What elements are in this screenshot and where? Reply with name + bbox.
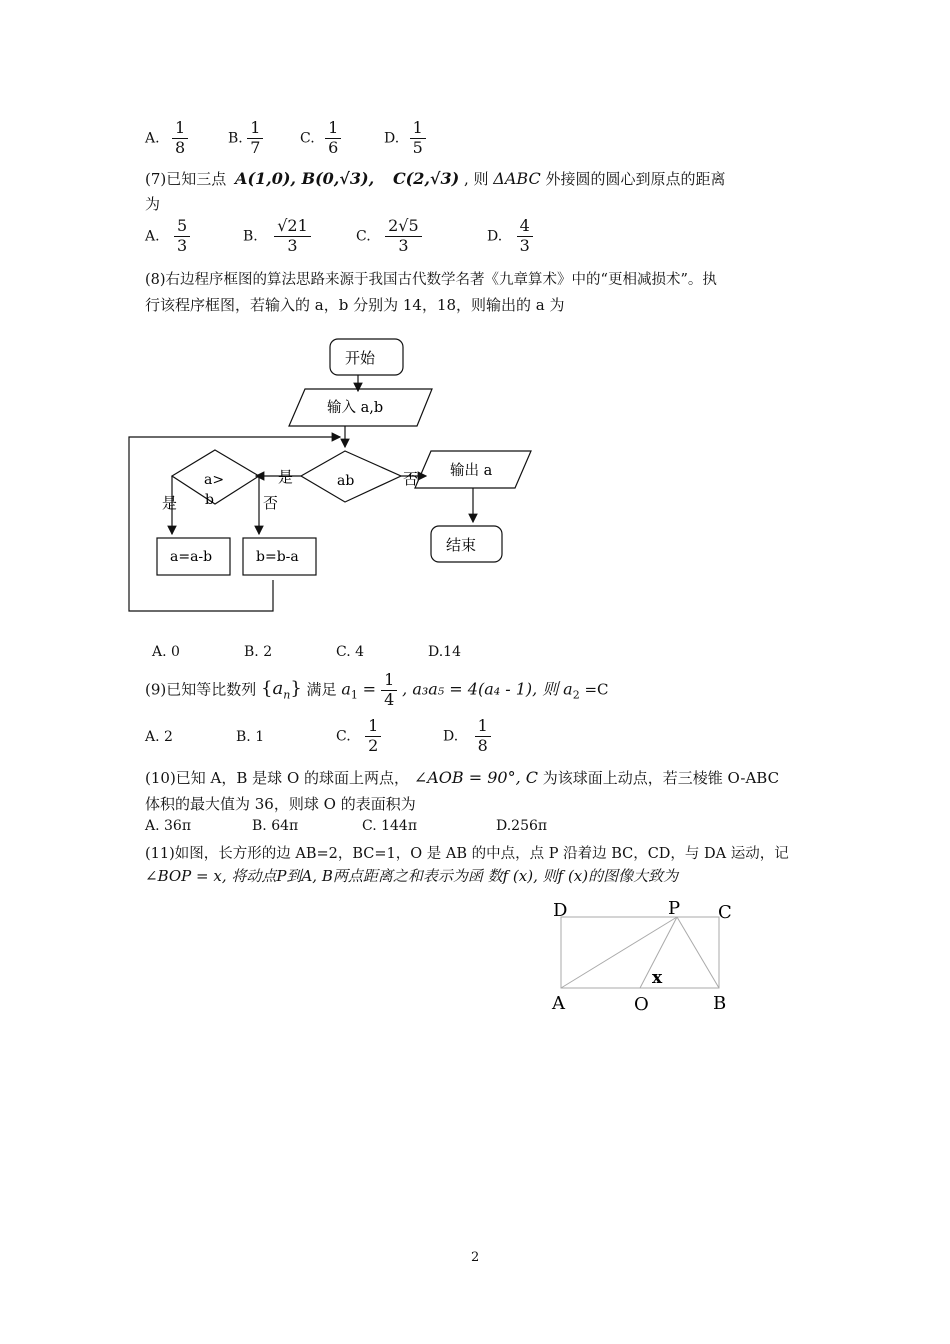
q6-option-b-label: B. bbox=[228, 130, 243, 147]
flow-output-label: 输出 a bbox=[450, 463, 493, 479]
q6-d-den: 5 bbox=[412, 137, 423, 157]
q8-stem-line1: (8)右边程序框图的算法思路来源于我国古代数学名著《九章算术》中的“更相减损术”。执 bbox=[145, 272, 717, 288]
q9-a1: a bbox=[341, 679, 351, 699]
q6-option-b bbox=[228, 120, 263, 157]
q7-c-den: 3 bbox=[398, 235, 409, 255]
q7-c-num: 2√5 bbox=[385, 218, 422, 237]
q6-option-c-label: C. bbox=[300, 130, 315, 147]
q6-option-d-fraction bbox=[410, 120, 426, 157]
q7-text-end: 外接圆的圆心到原点的距离 bbox=[545, 170, 726, 188]
q9-c-den: 2 bbox=[368, 735, 379, 755]
q9-option-d bbox=[443, 718, 491, 755]
label-d: D bbox=[553, 900, 568, 921]
q10-stem-line2: 体积的最大值为 36，则球 O 的表面积为 bbox=[145, 795, 416, 813]
rectangle-abcd bbox=[561, 917, 719, 988]
q11-stem-line1: (11)如图，长方形的边 AB=2，BC=1，O 是 AB 的中点，点 P 沿着边 BC，CD，与 DA 运动，记 bbox=[145, 846, 789, 862]
q9-d-den: 8 bbox=[477, 735, 488, 755]
q6-option-c bbox=[300, 120, 341, 157]
q9-a1-sub: 1 bbox=[350, 688, 358, 702]
q9-option-c bbox=[336, 718, 381, 755]
q6-option-a-label: A. bbox=[145, 130, 160, 147]
q6-option-a-fraction bbox=[172, 120, 188, 157]
flow-no-main: 否 bbox=[403, 470, 419, 488]
q7-option-d-label: D. bbox=[487, 228, 503, 245]
q7-option-b-label: B. bbox=[243, 228, 258, 245]
q7-option-c bbox=[356, 218, 422, 255]
q9-fraction bbox=[381, 672, 397, 709]
q7-stem-line2: 为 bbox=[145, 195, 161, 213]
q9-option-b: B. 1 bbox=[236, 729, 265, 745]
q9-a2: a bbox=[563, 679, 573, 699]
q9-tail: =C bbox=[584, 680, 609, 699]
flow-start-label: 开始 bbox=[345, 349, 376, 367]
q6-a-num: 1 bbox=[172, 120, 188, 139]
q7-d-den: 3 bbox=[519, 235, 530, 255]
q7-point-c: C(2,√3) bbox=[392, 169, 460, 188]
flow-box-left-label: a=a-b bbox=[170, 549, 213, 565]
q6-c-den: 6 bbox=[328, 137, 339, 157]
q7-option-b-fraction bbox=[274, 218, 311, 255]
q8-option-b: B. 2 bbox=[244, 644, 273, 660]
q10-option-a: A. 36π bbox=[145, 818, 192, 834]
q9-d-num: 1 bbox=[475, 718, 491, 737]
page-number: 2 bbox=[471, 1250, 480, 1265]
q7-option-d bbox=[487, 218, 533, 255]
q6-option-a bbox=[145, 120, 188, 157]
flow-loop-line bbox=[129, 437, 340, 611]
label-c: C bbox=[718, 902, 732, 923]
q7-triangle: ΔABC bbox=[493, 169, 541, 188]
flow-yes-main: 是 bbox=[278, 468, 294, 486]
q10-line1-a: (10)已知 A，B 是球 O 的球面上两点， bbox=[145, 769, 410, 787]
q7-option-a-label: A. bbox=[145, 228, 160, 245]
q10-option-d: D.256π bbox=[496, 818, 548, 834]
label-b: B bbox=[713, 993, 727, 1014]
q6-d-num: 1 bbox=[410, 120, 426, 139]
q8-option-c: C. 4 bbox=[336, 644, 365, 660]
q8-option-a: A. 0 bbox=[152, 644, 180, 660]
q10-line1-b: 为该球面上动点，若三棱锥 O-ABC bbox=[542, 769, 780, 787]
q9-stem bbox=[145, 672, 609, 709]
q10-option-b: B. 64π bbox=[252, 818, 299, 834]
q6-option-c-fraction bbox=[325, 120, 341, 157]
flow-no-inner: 否 bbox=[263, 494, 279, 512]
q9-seq-sub: n bbox=[283, 688, 291, 702]
q8-stem-line2: 行该程序框图，若输入的 a，b 分别为 14，18，则输出的 a 为 bbox=[145, 296, 565, 314]
q7-option-b bbox=[243, 218, 311, 255]
flow-main-cond: ab bbox=[337, 473, 355, 489]
q7-points: A(1,0), B(0,√3), bbox=[235, 169, 375, 188]
q10-line1-math: ∠AOB = 90°, C bbox=[413, 768, 538, 787]
q9-seq-a: a bbox=[272, 678, 284, 700]
q9-eq: = bbox=[362, 679, 382, 699]
q10-option-c: C. 144π bbox=[362, 818, 418, 834]
q6-a-den: 8 bbox=[175, 137, 186, 157]
flow-input-label: 输入 a,b bbox=[327, 400, 384, 416]
q8-option-d: D.14 bbox=[428, 644, 461, 660]
q9-frac-den: 4 bbox=[384, 689, 395, 709]
q7-option-c-label: C. bbox=[356, 228, 371, 245]
q7-a-den: 3 bbox=[177, 235, 188, 255]
q7-option-d-fraction bbox=[517, 218, 533, 255]
q7-option-c-fraction bbox=[385, 218, 422, 255]
q9-rest: , a₃a₅ = 4(a₄ - 1), 则 bbox=[402, 679, 559, 699]
label-o: O bbox=[634, 994, 649, 1015]
q9-option-c-label: C. bbox=[336, 728, 351, 745]
q9-option-c-fraction bbox=[365, 718, 381, 755]
q7-d-num: 4 bbox=[517, 218, 533, 237]
q9-option-d-fraction bbox=[475, 718, 491, 755]
q9-a2-sub: 2 bbox=[572, 688, 580, 702]
label-a: A bbox=[552, 993, 565, 1014]
q7-option-a-fraction bbox=[174, 218, 190, 255]
q6-b-num: 1 bbox=[247, 120, 263, 139]
q9-c-num: 1 bbox=[365, 718, 381, 737]
flow-yes-inner: 是 bbox=[162, 494, 178, 512]
q11-stem-line2: ∠BOP = x, 将动点P到A, B两点距离之和表示为函 数f (x), 则f (x)的图像大致为 bbox=[145, 867, 679, 885]
q9-text-a: 满足 bbox=[306, 680, 337, 699]
segment-bp bbox=[677, 917, 719, 988]
flow-box-right-label: b=b-a bbox=[256, 549, 299, 565]
q9-option-d-label: D. bbox=[443, 728, 459, 745]
q7-b-num: √21 bbox=[274, 218, 311, 237]
q7-b-den: 3 bbox=[287, 235, 298, 255]
flow-end-label: 结束 bbox=[446, 536, 477, 554]
q9-number: (9)已知等比数列 bbox=[145, 680, 257, 699]
q11-figure bbox=[540, 895, 755, 1020]
q6-option-d-label: D. bbox=[384, 130, 400, 147]
q6-b-den: 7 bbox=[250, 137, 261, 157]
q7-number: (7)已知三点 bbox=[145, 170, 227, 188]
q9-frac-num: 1 bbox=[381, 672, 397, 691]
label-x: x bbox=[652, 968, 663, 988]
q7-text-mid: , 则 bbox=[463, 170, 489, 188]
flow-inner-cond-1: a> bbox=[204, 472, 225, 488]
label-p: P bbox=[668, 898, 681, 919]
flow-inner-cond-2: b bbox=[205, 492, 214, 508]
q7-a-num: 5 bbox=[174, 218, 190, 237]
q10-stem-line1 bbox=[145, 767, 779, 788]
q6-c-num: 1 bbox=[325, 120, 341, 139]
q9-option-a: A. 2 bbox=[145, 729, 173, 745]
q7-stem-line1 bbox=[145, 168, 725, 189]
q6-option-d bbox=[384, 120, 426, 157]
q9-sequence: $\{a_n\}$ bbox=[261, 678, 302, 702]
q8-flowchart bbox=[120, 330, 550, 620]
q6-option-b-fraction bbox=[247, 120, 263, 157]
q7-option-a bbox=[145, 218, 190, 255]
